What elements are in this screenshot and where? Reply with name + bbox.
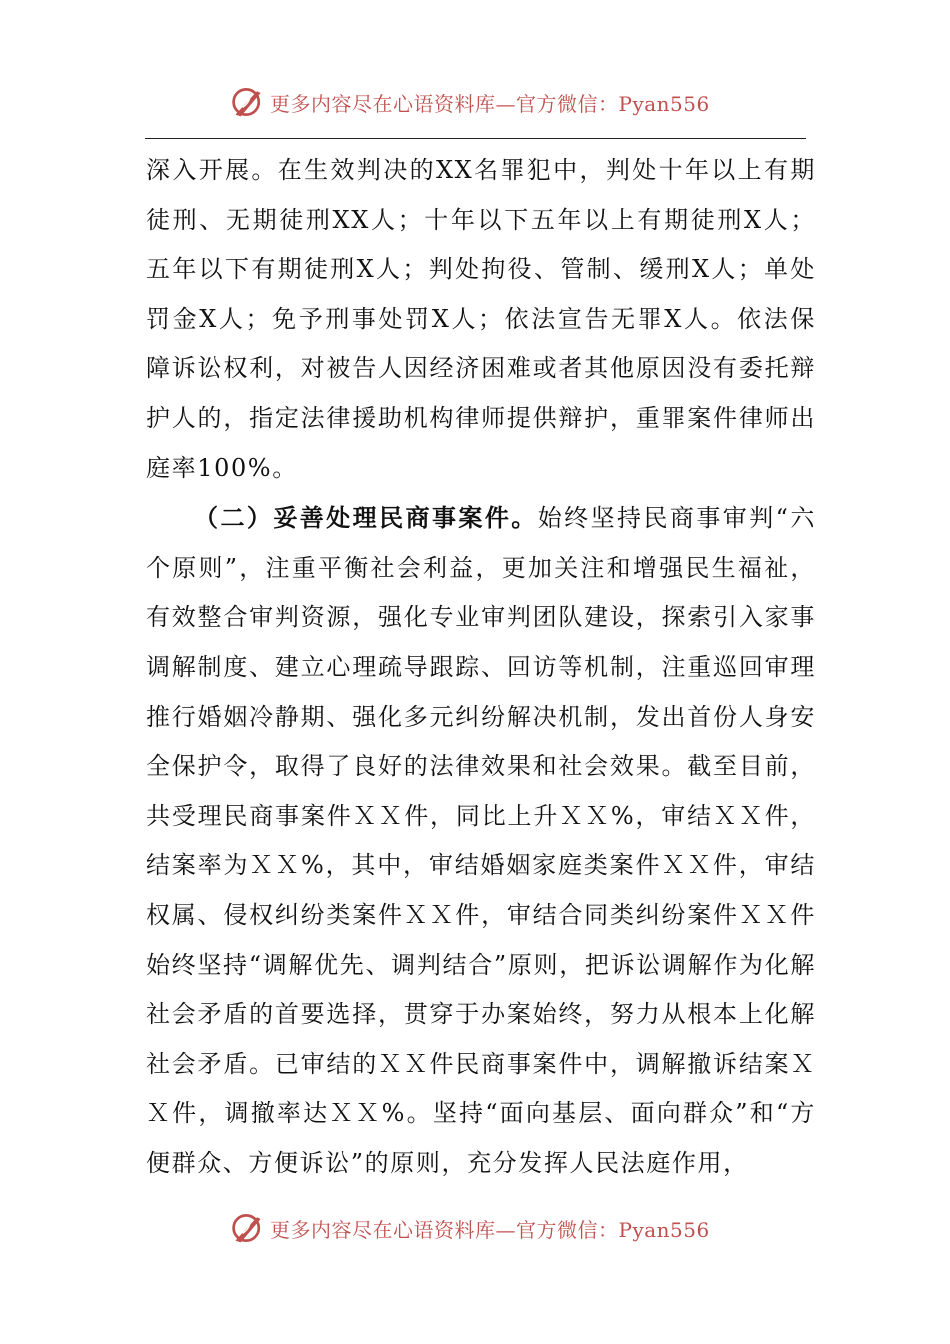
paragraph-2	[146, 493, 816, 1188]
document-body	[146, 146, 816, 1188]
pen-circle-logo-icon	[230, 84, 266, 120]
pen-circle-logo-icon	[230, 1210, 266, 1246]
footer-banner-text: 更多内容尽在心语资料库—官方微信：Pyan556	[270, 1217, 710, 1242]
section-heading: （二）妥善处理民商事案件。	[194, 503, 538, 533]
footer-banner	[230, 1208, 790, 1248]
header-banner-text: 更多内容尽在心语资料库—官方微信：Pyan556	[270, 91, 710, 116]
header-banner	[230, 82, 790, 122]
paragraph-1-text: 深入开展。在生效判决的XX名罪犯中，判处十年以上有期徒刑、无期徒刑XX人；十年以下五年以上有期徒刑X人；五年以下有期徒刑X人；判处拘役、管制、缓刑X人；单处罚金X人；免予刑事处罚X人；依法宣告无罪X人。依法保障诉讼权利，对被告人因经济困难或者其他原因没有委托辩护人的，指定法律援助机构律师提供辩护，重罪案件律师出庭率100%。	[146, 156, 816, 482]
header-divider	[145, 138, 806, 139]
paragraph-1	[146, 146, 816, 493]
paragraph-2-text: 始终坚持民商事审判“六个原则”，注重平衡社会利益，更加关注和增强民生福祉，有效整合审判资源，强化专业审判团队建设，探索引入家事调解制度、建立心理疏导跟踪、回访等机制，注重巡回审理推行婚姻冷静期、强化多元纠纷解决机制，发出首份人身安全保护令，取得了良好的法律效果和社会效果。截至目前，共受理民商事案件ＸＸ件，同比上升ＸＸ%，审结ＸＸ件，结案率为ＸＸ%，其中，审结婚姻家庭类案件ＸＸ件，审结权属、侵权纠纷类案件ＸＸ件，审结合同类纠纷案件ＸＸ件始终坚持“调解优先、调判结合”原则，把诉讼调解作为化解社会矛盾的首要选择，贯穿于办案始终，努力从根本上化解社会矛盾。已审结的ＸＸ件民商事案件中，调解撤诉结案ＸＸ件，调撤率达ＸＸ%。坚持“面向基层、面向群众”和“方便群众、方便诉讼”的原则，充分发挥人民法庭作用，	[146, 504, 816, 1177]
